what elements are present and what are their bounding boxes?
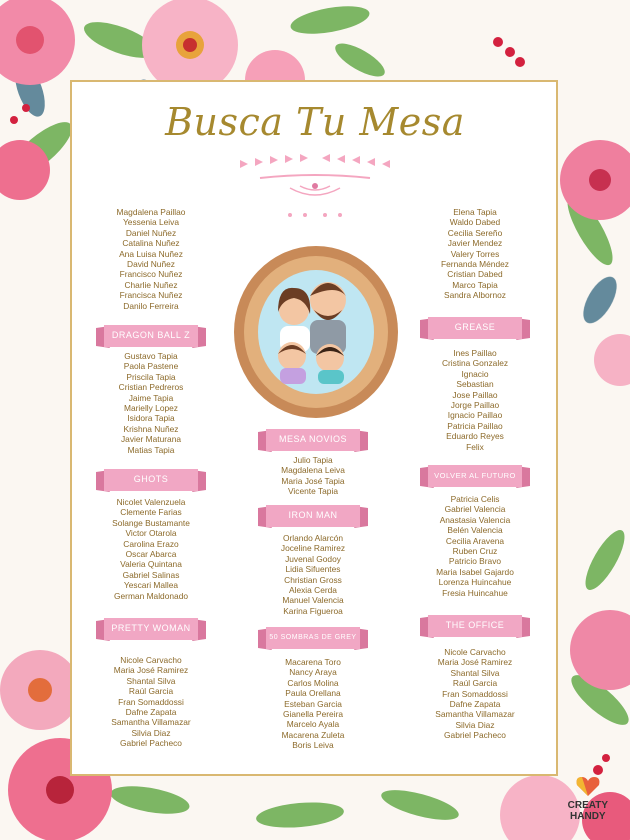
table-ribbon-pretty-woman <box>96 615 206 645</box>
guest-name: Jaime Tapia <box>128 392 174 403</box>
guest-name: Elena Tapia <box>453 207 497 217</box>
guest-name: Sebastian <box>456 379 494 390</box>
guest-name: Javier Mendez <box>447 238 503 249</box>
table-ribbon-ghots <box>96 466 206 496</box>
table-label: PRETTY WOMAN <box>111 623 191 633</box>
guest-name: Cristina Gonzalez <box>441 358 509 369</box>
guest-name: Macarena Toro <box>285 657 341 667</box>
guest-name: Raúl Garcia <box>452 678 498 689</box>
guest-name: Macarena Zuleta <box>281 729 345 740</box>
brand-line-2: HANDY <box>570 811 606 822</box>
guest-name: Francisca Nuñez <box>119 290 183 301</box>
guest-name: Cecilia Aravena <box>445 535 505 546</box>
guest-name: Jorge Paillao <box>450 400 500 411</box>
guest-name: Samantha Villamazar <box>435 709 515 720</box>
guest-name: Nicole Carvacho <box>444 647 506 657</box>
guest-name: Jose Paillao <box>452 389 498 400</box>
table-list-top-left <box>76 207 226 311</box>
guest-name: Waldo Dabed <box>449 217 501 228</box>
guest-name: Javier Maturana <box>120 434 182 445</box>
guest-name: Maria José Tapia <box>281 475 345 486</box>
guest-name: Catalina Nuñez <box>122 238 180 249</box>
guest-name: Marcelo Ayala <box>286 719 340 730</box>
guest-name: Ines Paillao <box>453 348 497 358</box>
guest-name: Carolina Erazo <box>123 538 179 549</box>
table-list-the-office <box>400 647 550 741</box>
guest-name: Maria José Ramirez <box>437 657 513 668</box>
guest-name: Oscar Abarca <box>125 549 177 560</box>
guest-name: Danilo Ferreira <box>123 300 179 311</box>
guest-name: Gabriel Valencia <box>444 504 506 515</box>
table-list-dragon-ball-z <box>76 351 226 455</box>
guest-name: German Maldonado <box>113 590 189 601</box>
guest-name: Dafne Zapata <box>449 699 501 710</box>
guest-name: Ignacio Paillao <box>447 410 503 421</box>
brand-line-1: CREATY <box>567 800 608 811</box>
table-ribbon-the-office <box>420 612 530 642</box>
guest-name: Felix <box>466 441 484 452</box>
guest-name: Fernanda Méndez <box>441 259 509 270</box>
brand-heart-icon <box>575 775 601 797</box>
guest-name: Patricia Celis <box>450 494 500 504</box>
guest-name: Yescari Mallea <box>123 580 179 591</box>
table-label: GHOTS <box>133 474 169 484</box>
guest-name: Vicente Tapia <box>288 486 338 497</box>
guest-name: Samantha Villamazar <box>111 717 191 728</box>
guest-name: David Nuñez <box>127 259 175 270</box>
guest-name: Francisco Nuñez <box>119 269 183 280</box>
guest-name: Belén Valencia <box>447 525 503 536</box>
couple-family-illustration <box>226 240 406 425</box>
guest-name: Daniel Nuñez <box>125 227 177 238</box>
guest-name: Charlie Nuñez <box>124 279 178 290</box>
guest-name: Krishna Nuñez <box>123 423 179 434</box>
guest-name: Ana Luisa Nuñez <box>119 248 183 259</box>
guest-name: Orlando Alarcón <box>282 533 344 543</box>
table-label: MESA NOVIOS <box>278 434 348 444</box>
guest-name: Maria José Ramirez <box>113 665 189 676</box>
guest-name: Lidia Sifuentes <box>285 564 341 575</box>
guest-name: Silvia Diaz <box>455 719 495 730</box>
guest-name: Gabriel Salinas <box>122 569 180 580</box>
guest-name: Christian Gross <box>284 574 342 585</box>
guest-name: Yessenia Leiva <box>122 217 180 228</box>
table-list-grease <box>400 348 550 452</box>
table-list-50-sombras-de-grey <box>238 657 388 751</box>
table-ribbon-grease <box>420 314 530 344</box>
guest-name: Gianella Pereira <box>282 709 344 720</box>
table-list-pretty-woman <box>76 655 226 749</box>
guest-name: Gustavo Tapia <box>124 351 178 361</box>
guest-name: Silvia Diaz <box>131 727 171 738</box>
guest-name: Lorenza Huincahue <box>438 577 512 588</box>
guest-name: Nicolet Valenzuela <box>116 497 186 507</box>
table-list-iron-man <box>238 533 388 616</box>
table-ribbon-iron-man <box>258 502 368 532</box>
table-ribbon-volver-al-futuro <box>420 462 530 492</box>
page-title: Busca Tu Mesa <box>165 100 465 144</box>
guest-name: Magdalena Paillao <box>116 207 186 217</box>
guest-name: Patricia Paillao <box>447 420 503 431</box>
guest-name: Valery Torres <box>450 248 500 259</box>
table-label: THE OFFICE <box>445 620 505 630</box>
guest-name: Matias Tapia <box>127 444 175 455</box>
guest-name: Isidora Tapia <box>127 413 175 424</box>
guest-name: Shantal Silva <box>450 667 500 678</box>
guest-name: Fran Somaddossi <box>118 696 184 707</box>
table-ribbon-mesa-novios <box>258 426 368 456</box>
brand-logo <box>568 775 608 822</box>
guest-name: Alexia Cerda <box>289 585 337 596</box>
guest-name: Nancy Araya <box>289 667 337 678</box>
guest-name: Esteban Garcia <box>284 698 342 709</box>
guest-name: Fran Somaddossi <box>442 688 508 699</box>
guest-name: Marco Tapia <box>452 279 498 290</box>
table-label: VOLVER AL FUTURO <box>434 471 516 480</box>
guest-name: Gabriel Pacheco <box>120 738 182 749</box>
guest-name: Joceline Ramirez <box>280 543 346 554</box>
guest-name: Dafne Zapata <box>125 707 177 718</box>
guest-name: Anastasia Valencia <box>439 514 511 525</box>
guest-name: Maria Isabel Gajardo <box>436 566 514 577</box>
guest-name: Eduardo Reyes <box>446 431 504 442</box>
guest-name: Ruben Cruz <box>452 546 498 557</box>
guest-name: Karina Figueroa <box>283 605 343 616</box>
guest-name: Julio Tapia <box>293 455 333 465</box>
guest-name: Sandra Albornoz <box>444 290 506 301</box>
guest-name: Gabriel Pacheco <box>444 730 506 741</box>
guest-name: Valeria Quintana <box>120 559 182 570</box>
guest-name: Carlos Molina <box>287 677 339 688</box>
guest-name: Priscila Tapia <box>126 371 176 382</box>
guest-name: Marielly Lopez <box>124 403 178 414</box>
guest-name: Cecilia Sereño <box>447 227 503 238</box>
table-list-volver-al-futuro <box>400 494 550 598</box>
table-ribbon-dragon-ball-z <box>96 322 206 352</box>
ornament-divider <box>230 150 400 220</box>
guest-name: Paula Orellana <box>285 688 341 699</box>
table-label: 50 SOMBRAS DE GREY <box>269 634 357 641</box>
guest-name: Raúl Garcia <box>128 686 174 697</box>
guest-name: Cristian Dabed <box>447 269 503 280</box>
table-list-ghots <box>76 497 226 601</box>
guest-name: Clemente Farias <box>120 507 182 518</box>
guest-name: Victor Otarola <box>125 528 177 539</box>
table-label: IRON MAN <box>288 510 338 520</box>
table-list-top-right <box>400 207 550 301</box>
table-label: GREASE <box>454 322 496 332</box>
guest-name: Nicole Carvacho <box>120 655 182 665</box>
guest-name: Fresia Huincahue <box>442 587 508 598</box>
guest-name: Juvenal Godoy <box>285 553 341 564</box>
table-ribbon-50-sombras-de-grey <box>258 624 368 654</box>
guest-name: Magdalena Leiva <box>281 465 345 476</box>
guest-name: Ignacio <box>461 368 489 379</box>
table-label: DRAGON BALL Z <box>111 330 191 340</box>
guest-name: Patricio Bravo <box>448 556 502 567</box>
guest-name: Manuel Valencia <box>282 595 344 606</box>
table-list-mesa-novios <box>238 455 388 497</box>
guest-name: Shantal Silva <box>126 675 176 686</box>
guest-name: Solange Bustamante <box>112 517 190 528</box>
guest-name: Cristian Pedreros <box>118 382 184 393</box>
guest-name: Boris Leiva <box>292 740 334 751</box>
guest-name: Paola Pastene <box>123 361 179 372</box>
